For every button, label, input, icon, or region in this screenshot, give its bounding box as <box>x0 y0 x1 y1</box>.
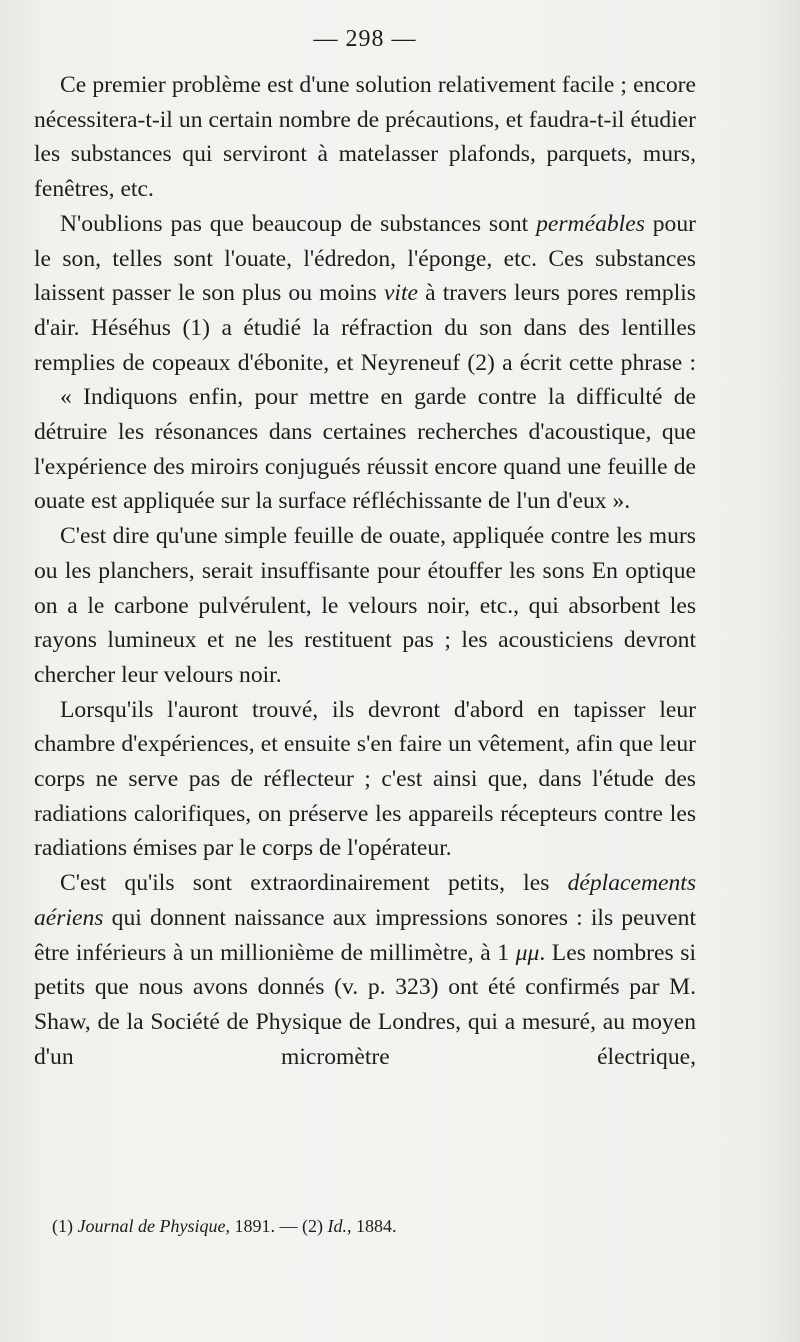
paragraph-6-text-1: C'est qu'ils sont extraordinairement petits, les <box>60 870 568 897</box>
paragraph-3-quote: « Indiquons enfin, pour mettre en garde contre la difficulté de détruire les résonances dans certaines recherches d'acoustique, que l'expérience des miroirs conjugués réussit encore quand une feuille de ouate est appliquée sur la surface réfléchissante de l'un d'eux ». <box>34 384 696 515</box>
footnote-text-2: , 1884. <box>346 1216 397 1236</box>
footnote <box>52 1214 396 1238</box>
page-number: — 298 — <box>313 26 417 52</box>
footnote-text-1: , 1891. — (2) <box>225 1216 328 1236</box>
emphasis-permeables: perméables <box>536 210 645 237</box>
paragraph-5: Lorsqu'ils l'auront trouvé, ils devront d'abord en tapisser leur chambre d'expériences, et ensuite s'en faire un vêtement, afin que leur corps ne serve pas de réflecteur ; c'est ainsi que, dans l'étude des radiations calorifiques, on préserve les appareils récepteurs contre les radiations émises par le corps de l'opérateur. <box>34 696 696 862</box>
emphasis-deplacements-aeriens: déplacements aériens <box>34 870 696 931</box>
emphasis-vite: vite <box>383 280 419 307</box>
paragraph-2 <box>34 207 696 381</box>
paragraph-2-text-1: N'oublions pas que beaucoup de substances sont <box>60 210 537 237</box>
footnote-ibid: Id. <box>327 1216 347 1236</box>
paragraph-2-text-2: pour le son, telles sont l'ouate, l'édredon, l'éponge, etc. Ces substances laissent passer le son plus ou moins <box>34 210 696 307</box>
paragraph-4: C'est dire qu'une simple feuille de ouate, appliquée contre les murs ou les planchers, serait insuffisante pour étouffer les sons En optique on a le carbone pulvérulent, le velours noir, etc., qui absorbent les rayons lumineux et ne les restituent pas ; les acousticiens devront chercher leur velours noir. <box>34 523 696 688</box>
paragraph-1: Ce premier problème est d'une solution relativement facile ; encore nécessitera-t-il un certain nombre de précautions, et faudra-t-il étudier les substances qui serviront à matelasser plafonds, parquets, murs, fenêtres, etc. <box>34 72 696 203</box>
footnote-marker-1: (1) <box>52 1216 78 1236</box>
body-text <box>34 68 696 1074</box>
emphasis-micro-unit: μμ <box>515 939 540 966</box>
paragraph-6 <box>34 866 696 1074</box>
footnote-journal-title: Journal de Physique <box>77 1216 226 1236</box>
paragraph-6-text-2: qui donnent naissance aux impressions sonores : ils peuvent être inférieurs à un millionième de millimètre, à 1 <box>34 904 696 966</box>
paragraph-2-text-3: à travers leurs pores remplis d'air. Héséhus (1) a étudié la réfraction du son dans des lentilles remplies de copeaux d'ébonite, et Neyreneuf (2) a écrit cette phrase : <box>34 280 696 376</box>
paragraph-6-text-3: . Les nombres si petits que nous avons donnés (v. p. 323) ont été confirmés par M. Shaw, de la Société de Physique de Londres, qui a mesuré, au moyen d'un micromètre électrique, <box>34 939 696 1070</box>
